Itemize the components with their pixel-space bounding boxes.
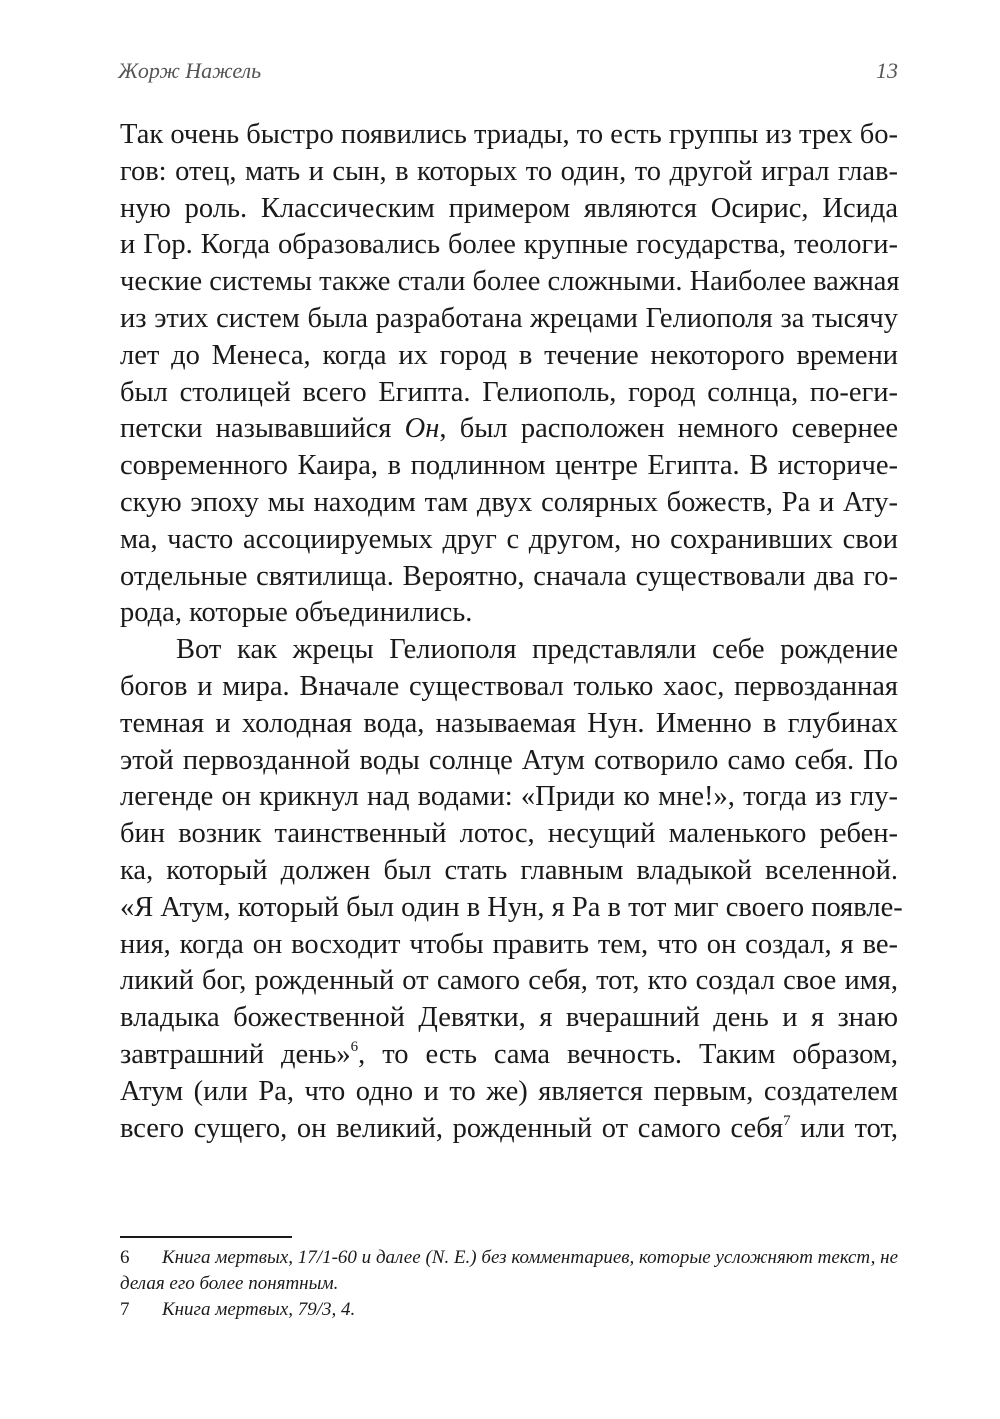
text-line: темная и холодная вода, называемая Нун. Именно в глубинах bbox=[120, 707, 898, 739]
footnote-divider bbox=[120, 1236, 292, 1238]
text-line bbox=[120, 1111, 898, 1148]
text-line: рода, которые объединились. bbox=[120, 597, 473, 629]
text-line: и Гор. Когда образовались более крупные государства, теологи- bbox=[120, 229, 898, 261]
main-text bbox=[120, 117, 903, 1147]
text-line: отдельные святилища. Вероятно, сначала существовали два го- bbox=[120, 560, 898, 592]
text-line: лет до Менеса, когда их город в течение некоторого времени bbox=[120, 339, 898, 371]
text-line: Так очень быстро появились триады, то есть группы из трех бо- bbox=[120, 119, 899, 150]
footnote-text: Книга мертвых, 79/3, 4. bbox=[162, 1299, 356, 1320]
text-line bbox=[120, 411, 898, 448]
text-line: этой первозданной воды солнце Атум сотворило само себя. По bbox=[120, 744, 898, 776]
text-fragment: завтрашний день» bbox=[120, 1038, 351, 1070]
text-line: «Я Атум, который был один в Нун, я Ра в тот миг своего появле- bbox=[120, 891, 903, 923]
text-line: ка, который должен был стать главным владыкой вселенной. bbox=[120, 854, 898, 886]
text-line: современного Каира, в подлинном центре Египта. В историче- bbox=[120, 450, 898, 482]
page bbox=[118, 58, 903, 1147]
footnote bbox=[120, 1297, 898, 1323]
text-line: ма, часто ассоциируемых друг с другом, но сохранивших свои bbox=[120, 523, 898, 555]
footnote bbox=[120, 1245, 898, 1297]
paragraph bbox=[120, 117, 898, 632]
footnote-number: 7 bbox=[120, 1299, 130, 1320]
text-line: Атум (или Ра, что одно и то же) является первым, создателем bbox=[120, 1075, 898, 1107]
text-line: владыка божественной Девятки, я вчерашний день и я знаю bbox=[120, 1002, 898, 1034]
text-line: Вот как жрецы Гелиополя представляли себе рождение bbox=[176, 634, 898, 666]
page-number: 13 bbox=[876, 58, 898, 83]
text-line: ческие системы также стали более сложными. Наиболее важная bbox=[120, 266, 900, 298]
text-line: скую эпоху мы находим там двух солярных божеств, Ра и Ату- bbox=[120, 486, 898, 518]
italic-term: Он bbox=[404, 413, 440, 445]
footnote-ref-7[interactable]: 7 bbox=[783, 1112, 791, 1129]
text-line: был столицей всего Египта. Гелиополь, город солнца, по-еги- bbox=[120, 376, 898, 408]
footnote-number: 6 bbox=[120, 1247, 130, 1268]
text-line bbox=[120, 1037, 898, 1074]
text-fragment: , был расположен немного севернее bbox=[439, 413, 898, 445]
text-fragment: , то есть сама вечность. Таким образом, bbox=[358, 1038, 898, 1070]
text-fragment: всего сущего, он великий, рожденный от самого себя bbox=[120, 1112, 784, 1144]
text-line: ную роль. Классическим примером являются Осирис, Исида bbox=[120, 192, 898, 224]
footnote-ref-6[interactable]: 6 bbox=[350, 1038, 359, 1055]
paragraph bbox=[120, 632, 903, 1147]
footnotes bbox=[120, 1245, 898, 1323]
text-line: из этих систем была разработана жрецами Гелиополя за тысячу bbox=[120, 302, 898, 334]
running-head bbox=[118, 58, 898, 96]
text-line: ликий бог, рожденный от самого себя, тот, кто создал свое имя, bbox=[120, 965, 898, 997]
text-line: богов и мира. Вначале существовал только хаос, первозданная bbox=[120, 670, 898, 702]
text-line: бин возник таинственный лотос, несущий маленького ребен- bbox=[120, 818, 898, 850]
footnote-text: Книга мертвых, 17/1-60 и далее (N. E.) без комментариев, которые усложняют текст, не делая его более понятным. bbox=[120, 1247, 898, 1294]
text-fragment: петски называвшийся bbox=[120, 413, 405, 445]
text-line: ния, когда он восходит чтобы править тем, что он создал, я ве- bbox=[120, 928, 898, 960]
author-name: Жорж Нажель bbox=[118, 58, 262, 83]
text-fragment: или тот, bbox=[790, 1112, 898, 1144]
text-line: легенде он крикнул над водами: «Приди ко мне!», тогда из глу- bbox=[120, 781, 898, 813]
text-line: гов: отец, мать и сын, в которых то один, то другой играл глав- bbox=[120, 155, 898, 187]
